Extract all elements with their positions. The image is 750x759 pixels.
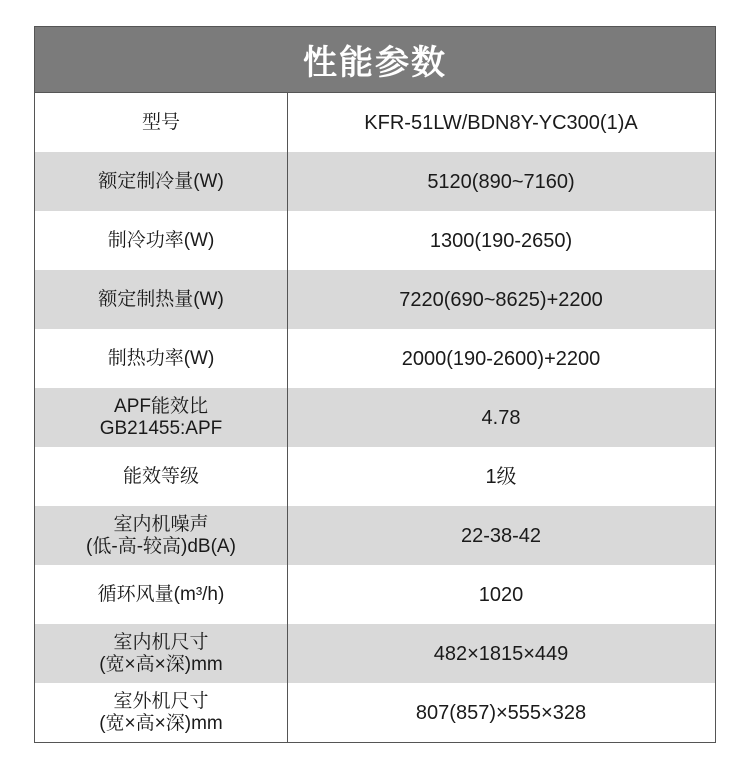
row-value: 4.78 — [481, 406, 521, 429]
table-row-heating-power — [35, 329, 715, 388]
row-value: 1300(190-2650) — [429, 229, 573, 252]
row-label-line2: (宽×高×深)mm — [99, 653, 223, 675]
table-title: 性能参数 — [35, 27, 715, 93]
row-value: 7220(690~8625)+2200 — [399, 288, 603, 311]
row-label-line1: 循环风量(m³/h) — [97, 583, 225, 605]
row-value: 22-38-42 — [460, 524, 542, 547]
table-row-cooling-power — [35, 211, 715, 270]
table-row-energy-grade — [35, 447, 715, 506]
row-label — [35, 329, 287, 388]
table-row-model — [35, 93, 715, 152]
row-label — [35, 565, 287, 624]
row-value: 1级 — [485, 465, 517, 488]
row-label — [35, 683, 287, 742]
row-label-line2: (低-高-较高)dB(A) — [86, 535, 236, 557]
row-label — [35, 447, 287, 506]
row-label-line1: 室内机噪声 — [113, 513, 209, 535]
table-row-apf — [35, 388, 715, 447]
spec-table — [34, 26, 716, 743]
table-row-rated-heating — [35, 270, 715, 329]
row-value: KFR-51LW/BDN8Y-YC300(1)A — [364, 111, 638, 134]
row-label — [35, 211, 287, 270]
row-label-line1: 能效等级 — [122, 465, 199, 487]
row-label-line2: GB21455:APF — [99, 417, 223, 439]
row-label-line1: APF能效比 — [114, 395, 208, 417]
row-label-line1: 室外机尺寸 — [113, 690, 209, 712]
table-row-indoor-noise — [35, 506, 715, 565]
row-value: 2000(190-2600)+2200 — [401, 347, 601, 370]
row-label-line1: 制冷功率(W) — [107, 229, 215, 251]
row-label — [35, 152, 287, 211]
row-label — [35, 93, 287, 152]
column-divider — [287, 93, 288, 742]
row-label-line1: 制热功率(W) — [107, 347, 215, 369]
row-label — [35, 624, 287, 683]
row-label-line1: 额定制热量(W) — [98, 288, 224, 310]
row-label — [35, 388, 287, 447]
row-value: 5120(890~7160) — [427, 170, 575, 193]
row-label — [35, 270, 287, 329]
table-row-outdoor-size — [35, 683, 715, 742]
row-value: 482×1815×449 — [433, 642, 569, 665]
table-body — [35, 93, 715, 742]
table-row-rated-cooling — [35, 152, 715, 211]
row-label-line2: (宽×高×深)mm — [99, 712, 223, 734]
row-value: 1020 — [478, 583, 524, 606]
table-row-airflow — [35, 565, 715, 624]
row-value: 807(857)×555×328 — [415, 701, 587, 724]
row-label-line1: 室内机尺寸 — [113, 631, 209, 653]
row-label — [35, 506, 287, 565]
table-row-indoor-size — [35, 624, 715, 683]
row-label-line1: 型号 — [141, 111, 180, 133]
row-label-line1: 额定制冷量(W) — [98, 170, 224, 192]
